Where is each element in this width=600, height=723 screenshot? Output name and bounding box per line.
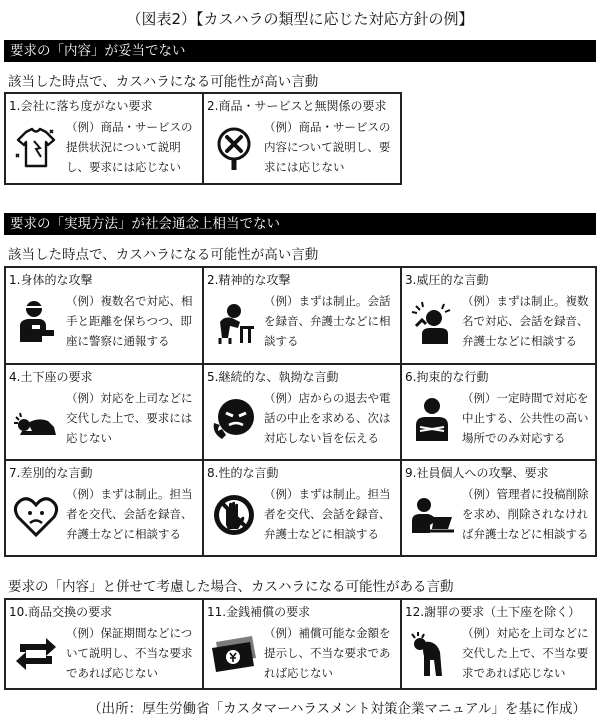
case-response: （例）保証期間などについて説明し、不当な要求であれば応じない [66,626,193,680]
case-card [401,267,596,364]
case-label: 6.拘束的な行動 [405,370,489,384]
section-3-subheading: 要求の「内容」と併せて考慮した場合、カスハラになる可能性がある言動 [8,579,454,595]
section-1-grid [4,92,402,185]
case-label: 12.謝罪の要求（土下座を除く） [405,605,581,619]
case-card [5,599,203,689]
section-2-grid [4,266,597,557]
exchange-arrows-icon [12,630,60,678]
shouting-person-icon [408,298,456,346]
section-1-subheading: 該当した時点で、カスハラになる可能性が高い言動 [8,74,319,90]
case-response: （例）複数名で対応、相手と距離を保ちつつ、即座に警察に通報する [66,294,193,348]
case-label: 2.精神的な攻撃 [207,273,291,287]
case-label: 8.性的な言動 [207,466,279,480]
money-yen-icon [210,630,258,678]
kneeling-person-icon [12,395,60,443]
case-label: 10.商品交換の要求 [9,605,113,619]
arms-crossed-person-icon [408,395,456,443]
case-response: （例）対応を上司などに交代した上で、不当な要求であれば応じない [462,626,589,680]
case-label: 2.商品・サービスと無関係の要求 [207,99,387,113]
bowing-person-icon [408,630,456,678]
angry-phone-icon [210,395,258,443]
section-2-heading: 要求の「実現方法」が社会通念上相当でない [4,213,596,235]
case-card [203,93,401,184]
case-response: （例）対応を上司などに交代した上で、要求には応じない [66,391,193,445]
case-label: 4.土下座の要求 [9,370,93,384]
case-card [203,460,401,556]
case-response: （例）商品・サービスの内容について説明し、要求には応じない [264,120,391,174]
source-note: （出所：厚生労働省「カスタマーハラスメント対策企業マニュアル」を基に作成） [88,701,586,717]
laptop-user-icon [408,491,456,539]
sad-heart-icon [12,491,60,539]
case-label: 7.差別的な言動 [9,466,93,480]
case-card [203,267,401,364]
case-label: 5.継続的な、執拗な言動 [207,370,339,384]
case-card [5,267,203,364]
case-card [5,93,203,184]
case-card [401,364,596,460]
case-label: 9.社員個人への攻撃、要求 [405,466,549,480]
figure-title: （図表2）【カスハラの類型に応じた対応方針の例】 [126,10,474,28]
case-response: （例）一定時間で対応を中止する、公共性の高い場所でのみ対応する [462,391,589,445]
case-response: （例）まずは制止。複数名で対応、会話を録音、弁護士などに相談する [462,294,589,348]
case-label: 3.威圧的な言動 [405,273,489,287]
injured-person-icon [12,298,60,346]
shirt-defect-icon [12,124,60,172]
case-response: （例）店からの退去や電話の中止を求める、次は対応しない旨を伝える [264,391,391,445]
case-response: （例）管理者に投稿削除を求め、削除されなければ弁護士などに相談する [462,487,589,541]
case-card [5,460,203,556]
prohibited-x-icon [210,124,258,172]
distressed-person-icon [210,298,258,346]
case-card [401,599,596,689]
case-label: 1.身体的な攻撃 [9,273,93,287]
case-response: （例）補償可能な金額を提示し、不当な要求であれば応じない [264,626,391,680]
section-3-grid [4,598,597,690]
case-card [401,460,596,556]
case-card [203,364,401,460]
no-touch-hand-icon [210,491,258,539]
case-label: 11.金銭補償の要求 [207,605,311,619]
case-response: （例）まずは制止。担当者を交代、会話を録音、弁護士などに相談する [66,487,193,541]
case-response: （例）まずは制止。会話を録音、弁護士などに相談する [264,294,391,348]
case-response: （例）商品・サービスの提供状況について説明し、要求には応じない [66,120,193,174]
case-response: （例）まずは制止。担当者を交代、会話を録音、弁護士などに相談する [264,487,391,541]
case-card [5,364,203,460]
section-2-subheading: 該当した時点で、カスハラになる可能性が高い言動 [8,247,319,263]
case-card [203,599,401,689]
section-1-heading: 要求の「内容」が妥当でない [4,40,596,62]
case-label: 1.会社に落ち度がない要求 [9,99,153,113]
